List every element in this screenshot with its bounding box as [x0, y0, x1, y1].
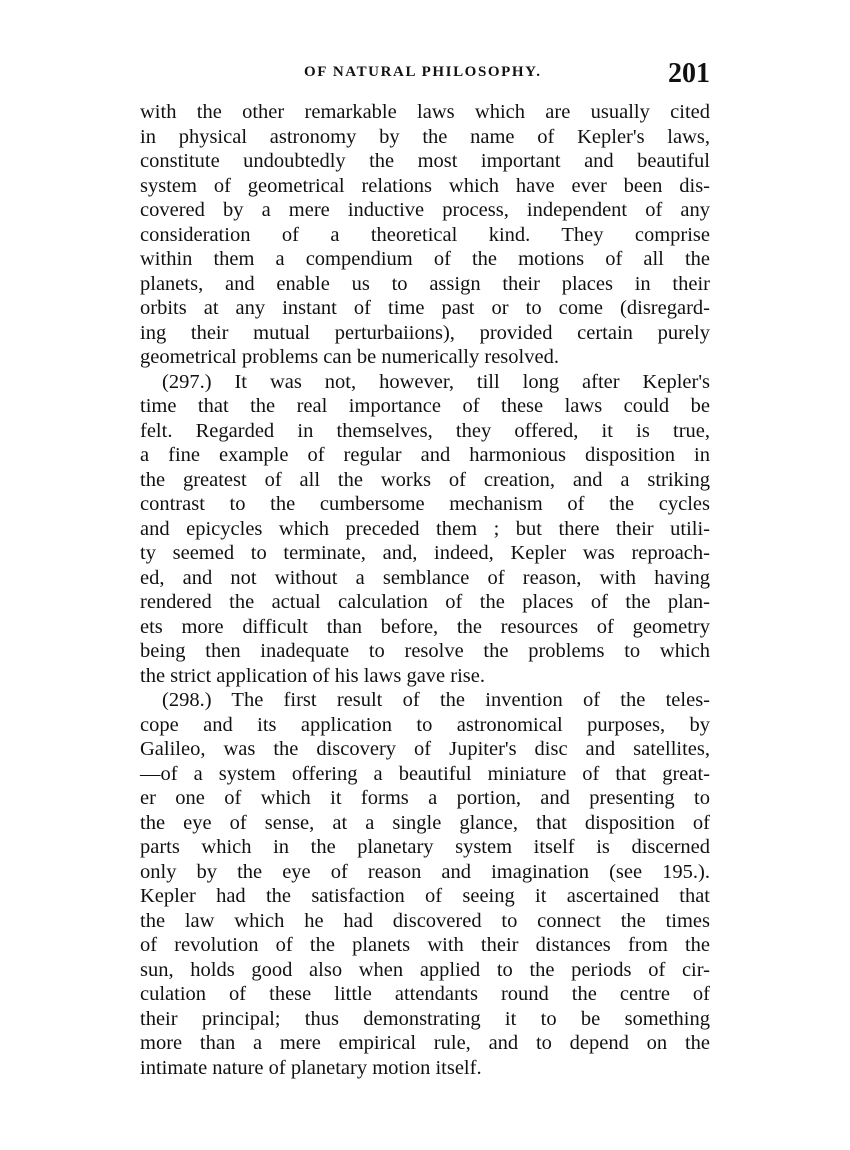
text-line: with the other remarkable laws which are usually cited	[140, 101, 710, 123]
text-line: felt. Regarded in themselves, they offered, it is true,	[140, 419, 710, 442]
text-line: parts which in the planetary system itself is discerned	[140, 836, 710, 858]
text-line: system of geometrical relations which have ever been dis-	[140, 174, 710, 197]
text-line: consideration of a theoretical kind. They comprise	[140, 223, 710, 246]
text-line: ed, and not without a semblance of reason, with having	[140, 566, 710, 589]
text-line: orbits at any instant of time past or to come (disregard-	[140, 297, 710, 319]
text-line: Kepler had the satisfaction of seeing it ascertained that	[140, 885, 710, 907]
text-line: ty seemed to terminate, and, indeed, Kepler was reproach-	[140, 542, 710, 564]
paragraph-end-line: geometrical problems can be numerically resolved.	[140, 346, 559, 368]
page-number: 201	[668, 58, 710, 89]
text-line: rendered the actual calculation of the places of the plan-	[140, 591, 710, 613]
text-line: the eye of sense, at a single glance, that disposition of	[140, 811, 710, 834]
text-line: of revolution of the planets with their distances from the	[140, 934, 710, 956]
text-line: only by the eye of reason and imagination (see 195.).	[140, 860, 710, 883]
paragraph-end-line: the strict application of his laws gave rise.	[140, 664, 485, 687]
text-line: ing their mutual perturbaiions), provided certain purely	[140, 321, 710, 344]
text-line: cope and its application to astronomical purposes, by	[140, 713, 710, 736]
text-line: the law which he had discovered to connect the times	[140, 909, 710, 932]
text-line: more than a mere empirical rule, and to depend on the	[140, 1032, 710, 1054]
text-line: a fine example of regular and harmonious disposition in	[140, 444, 710, 466]
text-line: covered by a mere inductive process, independent of any	[140, 199, 710, 221]
text-line: in physical astronomy by the name of Kepler's laws,	[140, 125, 710, 148]
text-line: planets, and enable us to assign their places in their	[140, 272, 710, 295]
text-line: being then inadequate to resolve the problems to which	[140, 640, 710, 662]
text-line: er one of which it forms a portion, and presenting to	[140, 787, 710, 809]
text-line: constitute undoubtedly the most important and beautiful	[140, 150, 710, 172]
text-line: —of a system offering a beautiful miniature of that great-	[140, 762, 710, 785]
paragraph-end-line: intimate nature of planetary motion itself.	[140, 1056, 482, 1079]
text-line: time that the real importance of these laws could be	[140, 395, 710, 417]
text-line: ets more difficult than before, the resources of geometry	[140, 615, 710, 638]
text-line: sun, holds good also when applied to the periods of cir-	[140, 958, 710, 981]
text-line: within them a compendium of the motions of all the	[140, 248, 710, 270]
running-head	[140, 58, 710, 92]
text-line: contrast to the cumbersome mechanism of the cycles	[140, 493, 710, 515]
text-line: culation of these little attendants round the centre of	[140, 983, 710, 1005]
paragraph-start-297: (297.) It was not, however, till long after Kepler's	[162, 370, 710, 393]
text-line: Galileo, was the discovery of Jupiter's disc and satellites,	[140, 738, 710, 760]
text-line: the greatest of all the works of creation, and a striking	[140, 468, 710, 491]
body-text	[140, 100, 710, 1080]
text-line: and epicycles which preceded them ; but there their utili-	[140, 517, 710, 540]
text-line: their principal; thus demonstrating it to be something	[140, 1007, 710, 1030]
running-title: OF NATURAL PHILOSOPHY.	[304, 64, 542, 80]
paragraph-start-298: (298.) The first result of the invention of the teles-	[162, 689, 710, 711]
